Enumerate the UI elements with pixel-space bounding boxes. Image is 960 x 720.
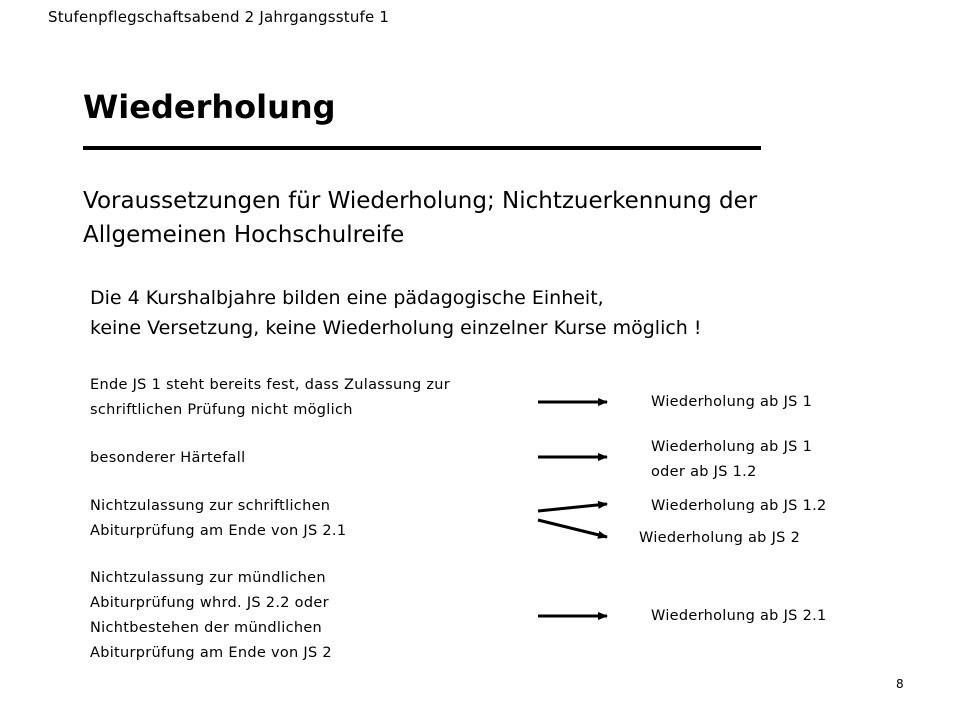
condition-line: Nichtbestehen der mündlichen — [90, 620, 323, 636]
subtitle-line: Allgemeinen Hochschulreife — [83, 222, 405, 248]
intro-line: Die 4 Kurshalbjahre bilden eine pädagogische Einheit, — [90, 287, 604, 309]
slide-title: Wiederholung — [83, 88, 336, 126]
slide-header: Stufenpflegschaftsabend 2 Jahrgangsstufe 1 — [48, 8, 390, 26]
result-line: oder ab JS 1.2 — [651, 464, 757, 480]
arrow-row-3b — [538, 520, 607, 537]
result-line: Wiederholung ab JS 1.2 — [651, 498, 827, 514]
condition-line: Abiturprüfung am Ende von JS 2.1 — [90, 523, 347, 539]
condition-line: Abiturprüfung am Ende von JS 2 — [90, 645, 332, 661]
result-line: Wiederholung ab JS 1 — [651, 439, 813, 455]
condition-line: Abiturprüfung whrd. JS 2.2 oder — [90, 595, 329, 611]
result-line: Wiederholung ab JS 2 — [639, 530, 801, 546]
condition-line: Nichtzulassung zur schriftlichen — [90, 498, 331, 514]
condition-line: besonderer Härtefall — [90, 450, 246, 466]
subtitle-line: Voraussetzungen für Wiederholung; Nichtzuerkennung der — [83, 188, 758, 214]
result-line: Wiederholung ab JS 2.1 — [651, 608, 827, 624]
result-line: Wiederholung ab JS 1 — [651, 394, 813, 410]
condition-line: schriftlichen Prüfung nicht möglich — [90, 402, 353, 418]
condition-line: Nichtzulassung zur mündlichen — [90, 570, 326, 586]
condition-line: Ende JS 1 steht bereits fest, dass Zulassung zur — [90, 377, 451, 393]
page-number: 8 — [896, 677, 904, 691]
arrow-row-3a — [538, 504, 607, 511]
intro-line: keine Versetzung, keine Wiederholung einzelner Kurse möglich ! — [90, 317, 702, 339]
